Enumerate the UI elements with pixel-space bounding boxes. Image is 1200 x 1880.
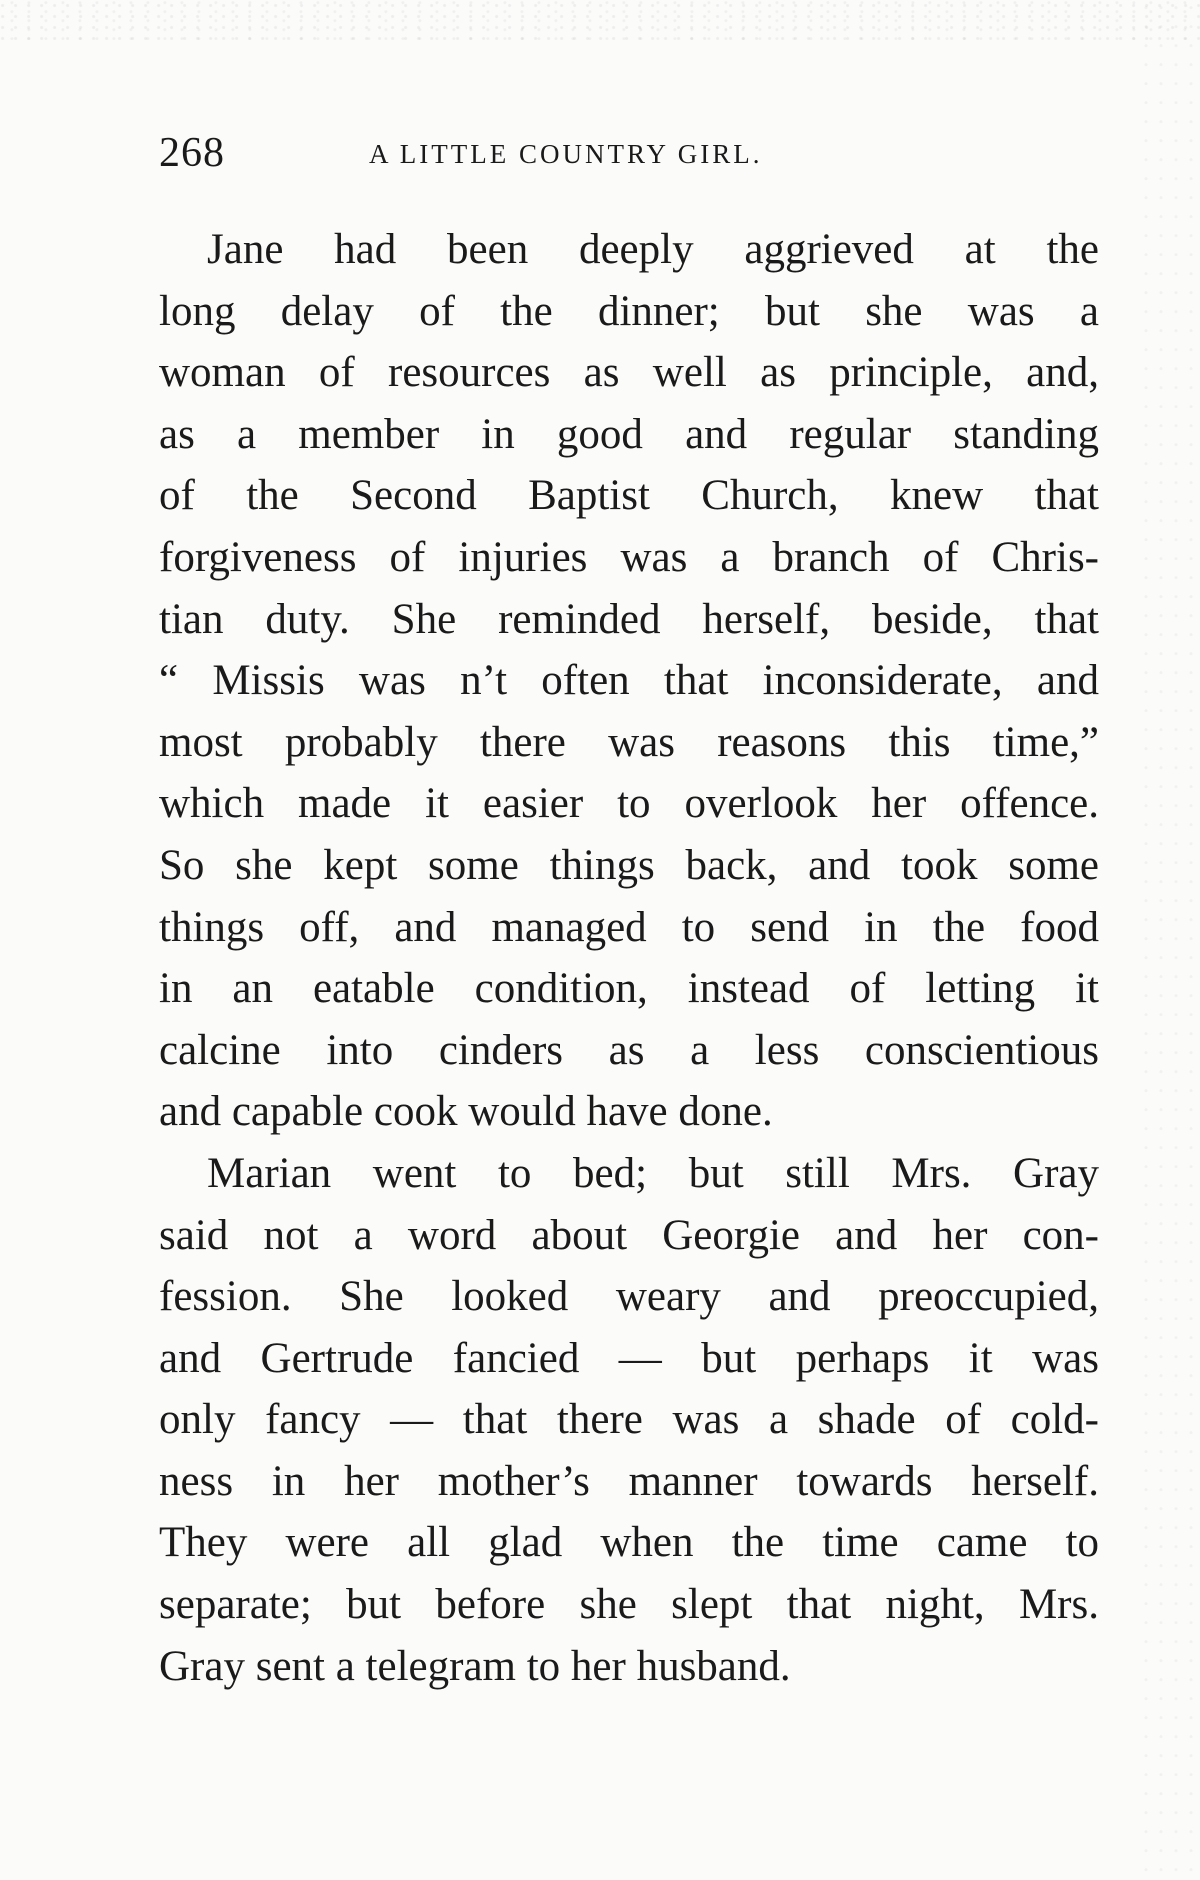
body-text bbox=[159, 219, 1099, 1697]
text-line: calcine into cinders as a less conscientious bbox=[159, 1026, 1099, 1074]
text-line: of the Second Baptist Church, knew that bbox=[159, 472, 1099, 520]
text-line: ness in her mother’s manner towards herself. bbox=[159, 1457, 1099, 1505]
text-line: only fancy — that there was a shade of cold- bbox=[159, 1396, 1099, 1444]
paragraph-1 bbox=[159, 219, 1099, 1143]
page-number: 268 bbox=[159, 130, 225, 176]
text-line: forgiveness of injuries was a branch of Chris- bbox=[159, 533, 1099, 581]
page-header bbox=[159, 128, 919, 178]
text-line: woman of resources as well as principle, and, bbox=[159, 349, 1099, 397]
text-line: fession. She looked weary and preoccupied, bbox=[159, 1273, 1099, 1321]
text-line: which made it easier to overlook her offence. bbox=[159, 780, 1099, 828]
paragraph-2 bbox=[159, 1143, 1099, 1697]
text-line: and capable cook would have done. bbox=[159, 1088, 773, 1136]
text-line: most probably there was reasons this time,” bbox=[159, 718, 1099, 766]
page-edge-speckle bbox=[0, 0, 1200, 40]
page-edge-speckle-right bbox=[1140, 0, 1200, 1880]
text-line: said not a word about Georgie and her con- bbox=[159, 1211, 1099, 1259]
text-line: separate; but before she slept that night, Mrs. bbox=[159, 1581, 1099, 1629]
text-line: long delay of the dinner; but she was a bbox=[159, 287, 1099, 335]
text-line: in an eatable condition, instead of letting it bbox=[159, 965, 1099, 1013]
text-line: They were all glad when the time came to bbox=[159, 1519, 1099, 1567]
text-line: and Gertrude fancied — but perhaps it was bbox=[159, 1334, 1099, 1382]
running-title: A LITTLE COUNTRY GIRL. bbox=[369, 139, 763, 169]
text-line: Jane had been deeply aggrieved at the bbox=[207, 226, 1099, 273]
text-line: Gray sent a telegram to her husband. bbox=[159, 1642, 791, 1690]
text-line: as a member in good and regular standing bbox=[159, 410, 1099, 458]
text-line: things off, and managed to send in the food bbox=[159, 903, 1099, 951]
text-line: “ Missis was n’t often that inconsiderate, and bbox=[159, 657, 1099, 705]
text-line: Marian went to bed; but still Mrs. Gray bbox=[207, 1149, 1099, 1197]
text-line: tian duty. She reminded herself, beside, that bbox=[159, 595, 1099, 643]
text-line: So she kept some things back, and took some bbox=[159, 841, 1099, 889]
